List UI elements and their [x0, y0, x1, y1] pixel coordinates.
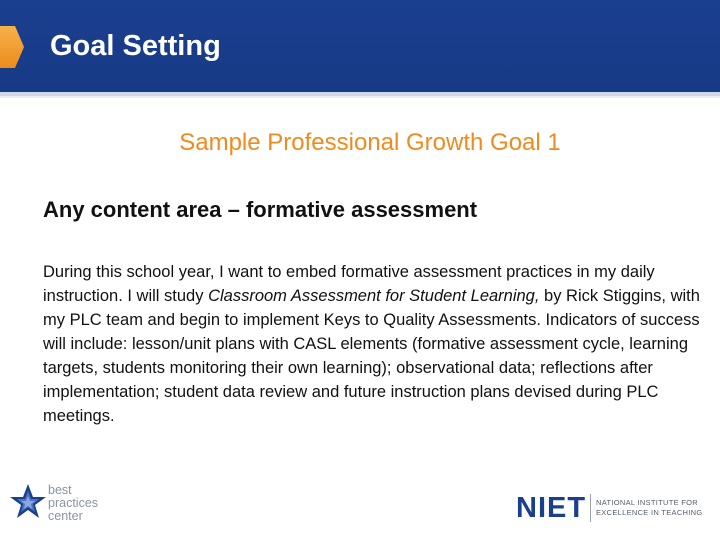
bpc-line-2: practices: [48, 496, 99, 510]
niet-line-1: NATIONAL INSTITUTE FOR: [596, 498, 699, 507]
niet-full-name: [596, 498, 703, 518]
niet-wordmark: NIET: [516, 492, 587, 524]
slide-body: [43, 260, 715, 428]
page-title: Goal Setting: [50, 30, 221, 62]
niet-line-2: EXCELLENCE IN TEACHING: [596, 508, 703, 517]
slide-subtitle: Sample Professional Growth Goal 1: [179, 129, 561, 156]
slide-heading: Any content area – formative assessment: [43, 197, 478, 222]
header-bar: [0, 0, 720, 92]
star-icon: [8, 482, 48, 522]
header-accent-tab: [0, 26, 24, 68]
niet-divider: [590, 494, 591, 522]
bpc-line-1: best: [48, 483, 72, 497]
bpc-line-3: center: [48, 509, 83, 523]
book-title: Classroom Assessment for Student Learning,: [208, 287, 540, 305]
niet-logo: [516, 488, 716, 528]
body-text-part2: by Rick Stiggins, with my PLC team and begin to implement Keys to Quality Assessments. Indicators of success will include: lesson/unit plans with CASL elements (formative assessment cycle, learning targets, students monitoring their own learning); observational data; reflections after implementation; student data review and future instruction plans devised during PLC meetings.: [43, 287, 700, 425]
bpc-logo-text: [48, 484, 98, 523]
header-divider-light: [0, 96, 720, 98]
body-text-part1: During this school year, I want to embed formative assessment practices in my daily instruction. I will study: [43, 263, 655, 305]
best-practices-center-logo: [8, 478, 118, 528]
